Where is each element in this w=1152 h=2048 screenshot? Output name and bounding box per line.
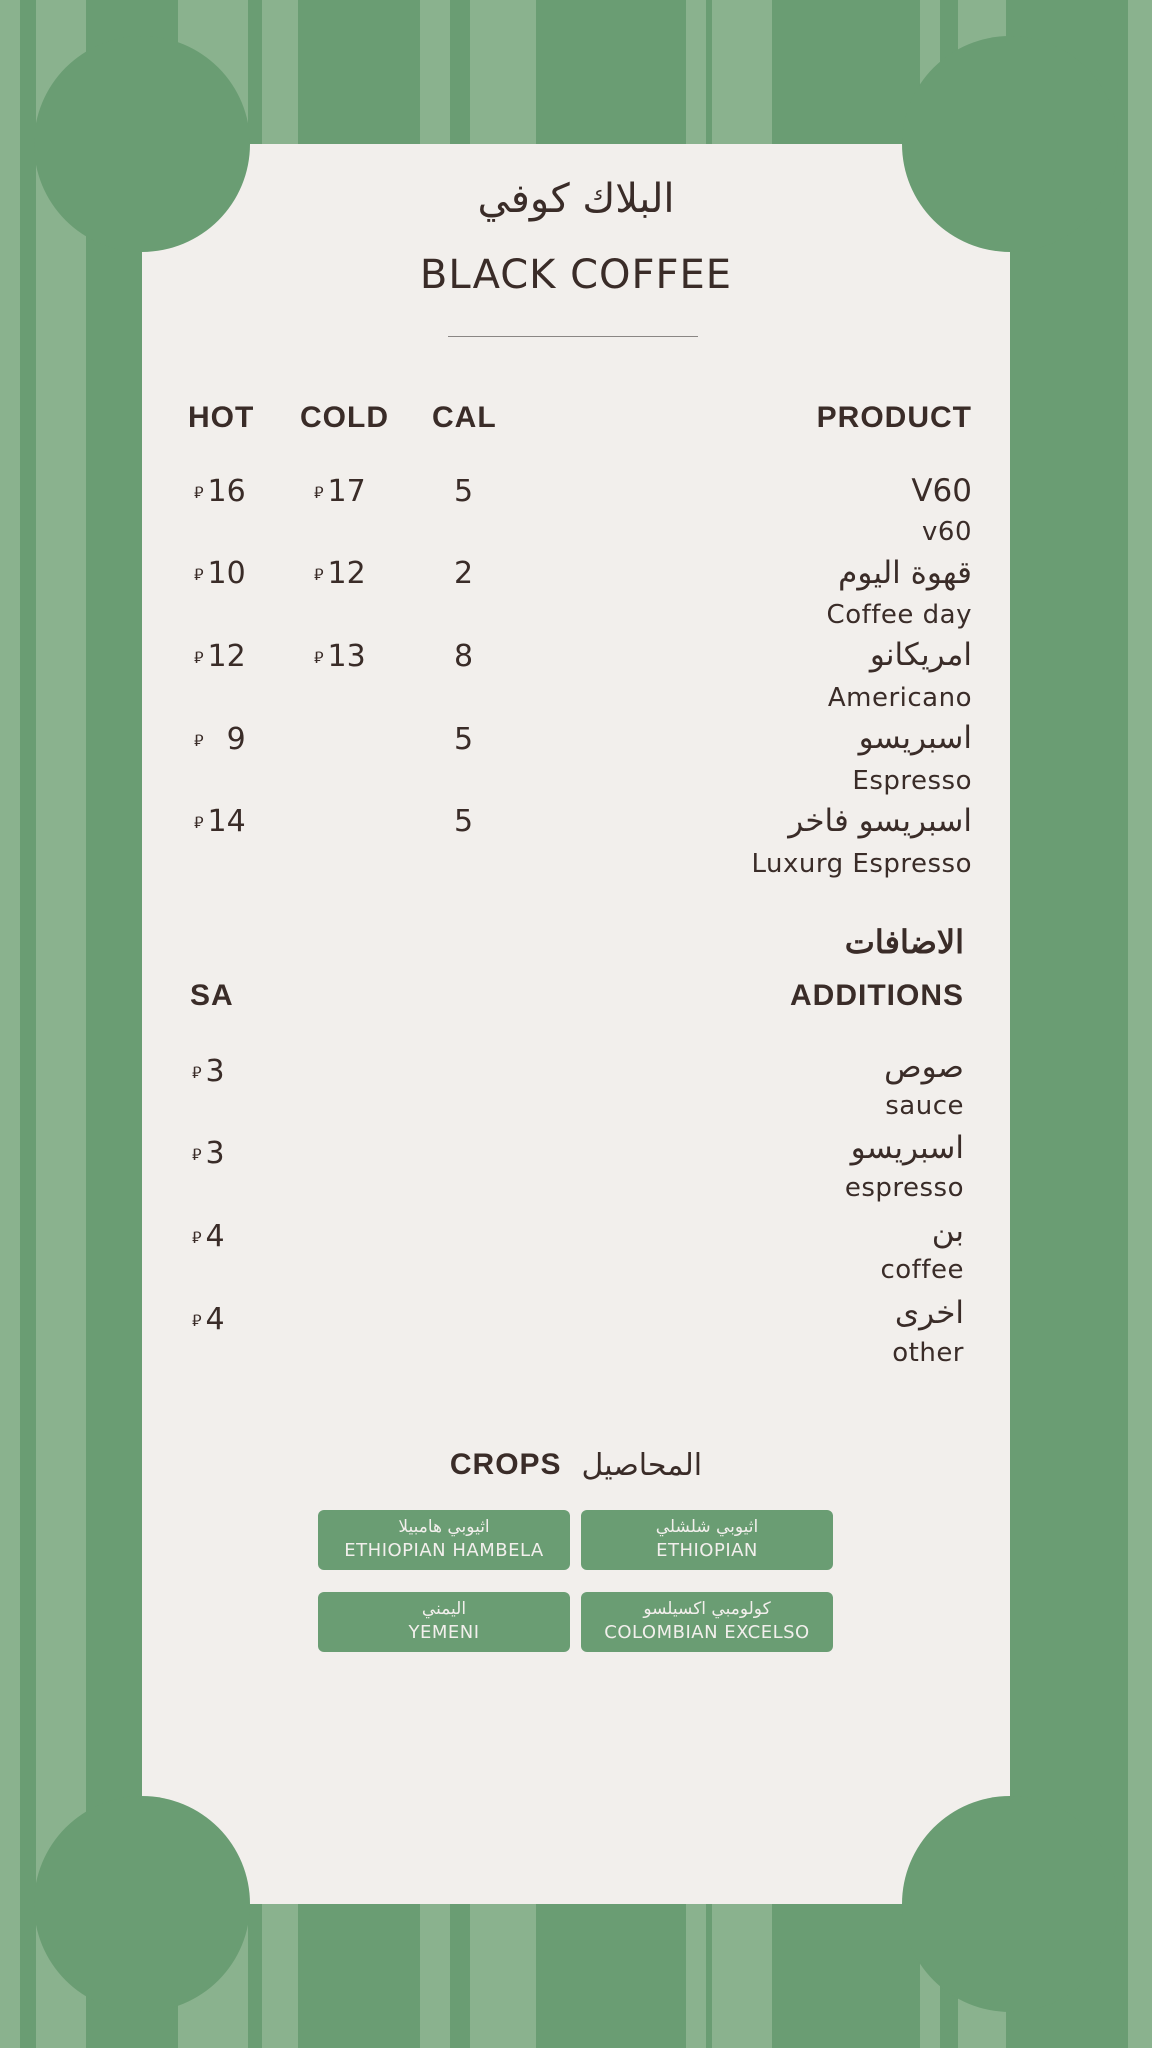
addition-name-primary: اسبريسو bbox=[850, 1130, 964, 1166]
card-notch-bottom-right bbox=[902, 1796, 1118, 2012]
addition-name-primary: بن bbox=[931, 1213, 964, 1249]
crop-colombian-excelso[interactable]: كولومبي اكسيلسو COLOMBIAN EXCELSO bbox=[581, 1592, 833, 1652]
header-product: PRODUCT bbox=[816, 401, 972, 434]
product-name-primary: V60 bbox=[911, 473, 972, 509]
riyal-icon: ⃁ bbox=[192, 1062, 202, 1082]
calories: 5 bbox=[454, 722, 474, 757]
addition-price: ⃁ 4 bbox=[192, 1302, 225, 1337]
product-name-secondary: Espresso bbox=[852, 766, 972, 796]
riyal-icon: ⃁ bbox=[314, 564, 324, 584]
product-name-secondary: Luxurg Espresso bbox=[751, 849, 972, 879]
crop-yemeni[interactable]: اليمني YEMENI bbox=[318, 1592, 570, 1652]
calories: 2 bbox=[454, 556, 474, 591]
title-english: BLACK COFFEE bbox=[419, 252, 733, 298]
crops-title bbox=[142, 1440, 1010, 1490]
crops-title-arabic: المحاصيل bbox=[581, 1447, 703, 1483]
riyal-icon: ⃁ bbox=[314, 647, 324, 667]
header-cal: CAL bbox=[432, 401, 497, 434]
additions-price-header: SA bbox=[190, 979, 234, 1012]
product-name-primary: اسبريسو فاخر bbox=[788, 803, 972, 839]
title-arabic: البلاك كوفي bbox=[477, 176, 675, 222]
addition-name-secondary: coffee bbox=[880, 1255, 964, 1285]
riyal-icon: ⃁ bbox=[194, 482, 204, 502]
addition-price: ⃁ 4 bbox=[192, 1219, 225, 1254]
card-notch-bottom-left bbox=[34, 1796, 250, 2012]
additions-title-english: ADDITIONS bbox=[790, 979, 964, 1012]
addition-price: ⃁ 3 bbox=[192, 1054, 225, 1089]
riyal-icon: ⃁ bbox=[192, 1144, 202, 1164]
crop-ethiopian[interactable]: اثيوبي شلشلي ETHIOPIAN bbox=[581, 1510, 833, 1570]
product-name-secondary: v60 bbox=[922, 517, 972, 547]
crop-ethiopian-hambela[interactable]: اثيوبي هامبيلا ETHIOPIAN HAMBELA bbox=[318, 1510, 570, 1570]
calories: 5 bbox=[454, 804, 474, 839]
additions-title-arabic: الاضافات bbox=[844, 924, 964, 960]
product-name-secondary: Americano bbox=[827, 683, 972, 713]
price-cold: ⃁ 12 bbox=[314, 556, 366, 591]
riyal-icon: ⃁ bbox=[194, 647, 204, 667]
price-cold: ⃁ 17 bbox=[314, 474, 366, 509]
addition-name-secondary: espresso bbox=[844, 1173, 964, 1203]
product-name-primary: قهوة اليوم bbox=[838, 555, 972, 591]
header-hot: HOT bbox=[188, 401, 255, 434]
price-hot: ⃁ 9 bbox=[194, 722, 246, 757]
calories: 5 bbox=[454, 474, 474, 509]
price-cold: ⃁ 13 bbox=[314, 639, 366, 674]
riyal-icon: ⃁ bbox=[192, 1227, 202, 1247]
addition-name-primary: اخرى bbox=[894, 1295, 964, 1331]
addition-price: ⃁ 3 bbox=[192, 1136, 225, 1171]
product-name-secondary: Coffee day bbox=[826, 600, 972, 630]
riyal-icon: ⃁ bbox=[192, 1310, 202, 1330]
addition-name-secondary: other bbox=[892, 1338, 964, 1368]
addition-name-primary: صوص bbox=[884, 1049, 964, 1085]
addition-name-secondary: sauce bbox=[885, 1091, 964, 1121]
product-name-primary: اسبريسو bbox=[858, 720, 972, 756]
riyal-icon: ⃁ bbox=[194, 730, 204, 750]
price-hot: ⃁ 14 bbox=[194, 804, 246, 839]
riyal-icon: ⃁ bbox=[314, 482, 324, 502]
price-hot: ⃁ 10 bbox=[194, 556, 246, 591]
price-hot: ⃁ 12 bbox=[194, 639, 246, 674]
crops-title-english: CROPS bbox=[449, 1448, 562, 1481]
calories: 8 bbox=[454, 639, 474, 674]
product-name-primary: امريكانو bbox=[869, 637, 972, 673]
riyal-icon: ⃁ bbox=[194, 812, 204, 832]
riyal-icon: ⃁ bbox=[194, 564, 204, 584]
price-hot: ⃁ 16 bbox=[194, 474, 246, 509]
title-divider bbox=[448, 336, 698, 337]
header-cold: COLD bbox=[300, 401, 389, 434]
